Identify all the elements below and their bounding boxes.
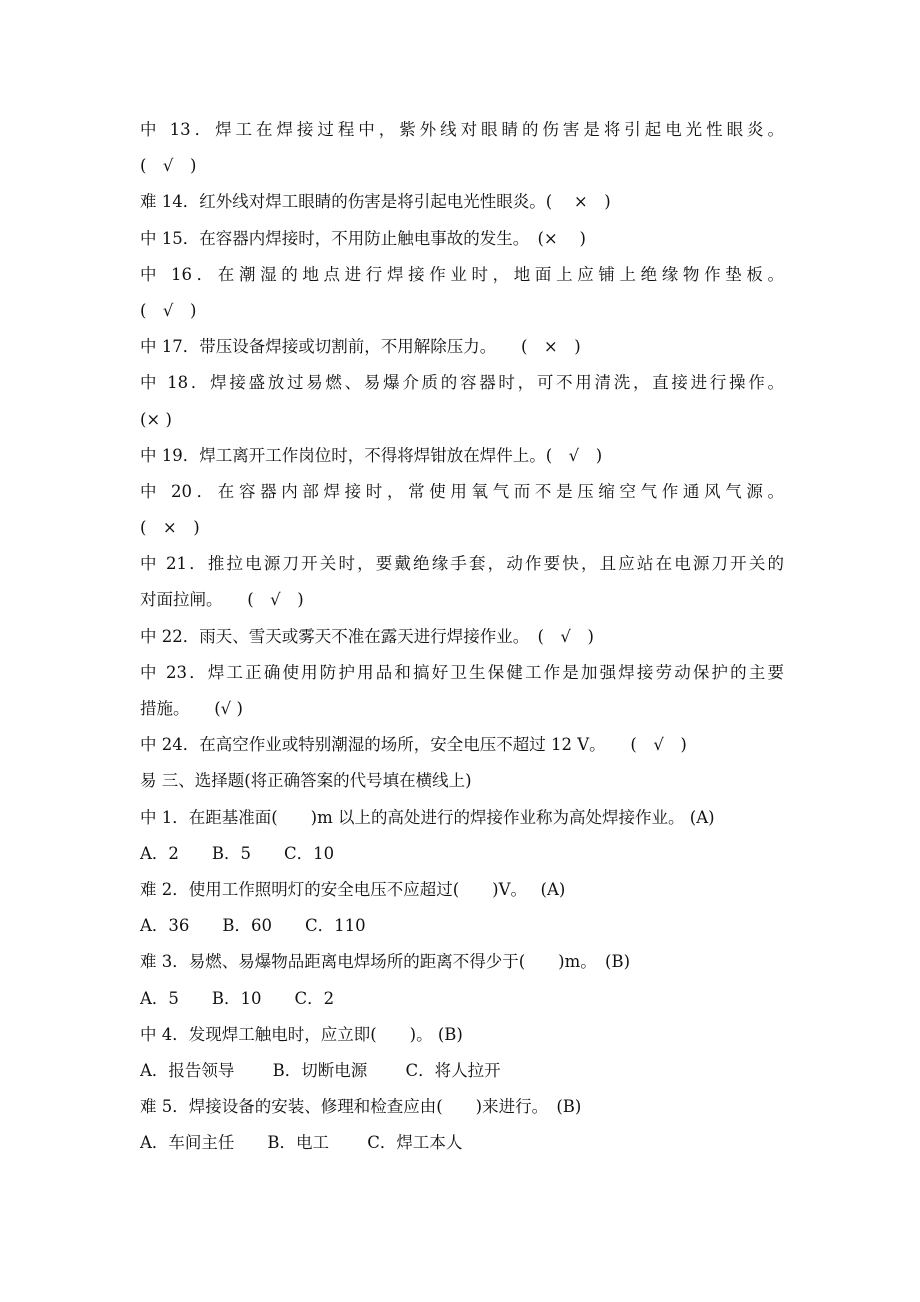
question-line-5: 难 5．焊接设备的安装、修理和检查应由( )来进行。 (B) <box>140 1097 582 1117</box>
text-line-2: ( √ ) <box>140 156 197 176</box>
document-body <box>140 112 784 1161</box>
options-line-3: A．5 B．10 C．2 <box>140 988 335 1008</box>
text-line-10: 中 19．焊工离开工作岗位时，不得将焊钳放在焊件上。( √ ) <box>140 445 603 465</box>
question-line-3: 难 3．易燃、易爆物品距离电焊场所的距离不得少于( )m。 (B) <box>140 952 631 972</box>
text-line-1: 中 13．焊工在焊接过程中，紫外线对眼睛的伤害是将引起电光性眼炎。 <box>140 120 784 139</box>
section-heading: 易 三、选择题(将正确答案的代号填在横线上) <box>140 771 472 791</box>
text-line-3: 难 14．红外线对焊工眼睛的伤害是将引起电光性眼炎。( × ) <box>140 192 611 212</box>
question-line-4: 中 4．发现焊工触电时，应立即( )。 (B) <box>140 1024 463 1044</box>
text-line-15: 中 22．雨天、雪天或雾天不准在露天进行焊接作业。 ( √ ) <box>140 626 594 646</box>
text-line-12: ( × ) <box>140 518 200 538</box>
text-line-16: 中 23．焊工正确使用防护用品和搞好卫生保健工作是加强焊接劳动保护的主要 <box>140 662 784 682</box>
text-line-9: (× ) <box>140 409 172 429</box>
text-line-13: 中 21．推拉电源刀开关时，要戴绝缘手套，动作要快，且应站在电源刀开关的 <box>140 554 784 574</box>
text-line-11: 中 20．在容器内部焊接时，常使用氧气而不是压缩空气作通风气源。 <box>140 481 784 501</box>
text-line-6: ( √ ) <box>140 300 197 320</box>
text-line-5: 中 16．在潮湿的地点进行焊接作业时，地面上应铺上绝缘物作垫板。 <box>140 264 784 284</box>
options-line-5: A．车间主任 B．电工 C．焊工本人 <box>140 1133 463 1153</box>
question-line-2: 难 2．使用工作照明灯的安全电压不应超过( )V。 (A) <box>140 879 566 899</box>
text-line-17: 措施。 (√ ) <box>140 699 243 718</box>
text-line-4: 中 15．在容器内焊接时，不用防止触电事故的发生。 (× ) <box>140 228 586 248</box>
text-line-7: 中 17．带压设备焊接或切割前，不用解除压力。 ( × ) <box>140 337 581 357</box>
text-line-14: 对面拉闸。 ( √ ) <box>140 590 304 610</box>
options-line-4: A．报告领导 B．切断电源 C．将人拉开 <box>140 1060 501 1080</box>
text-line-8: 中 18．焊接盛放过易燃、易爆介质的容器时，可不用清洗，直接进行操作。 <box>140 373 784 393</box>
text-line-18: 中 24．在高空作业或特别潮湿的场所，安全电压不超过 12 V。 ( √ ) <box>140 735 687 755</box>
question-line-1: 中 1．在距基准面( )m 以上的高处进行的焊接作业称为高处焊接作业。 (A) <box>140 807 715 827</box>
options-line-2: A．36 B．60 C．110 <box>140 916 366 936</box>
options-line-1: A．2 B．5 C．10 <box>140 843 335 863</box>
